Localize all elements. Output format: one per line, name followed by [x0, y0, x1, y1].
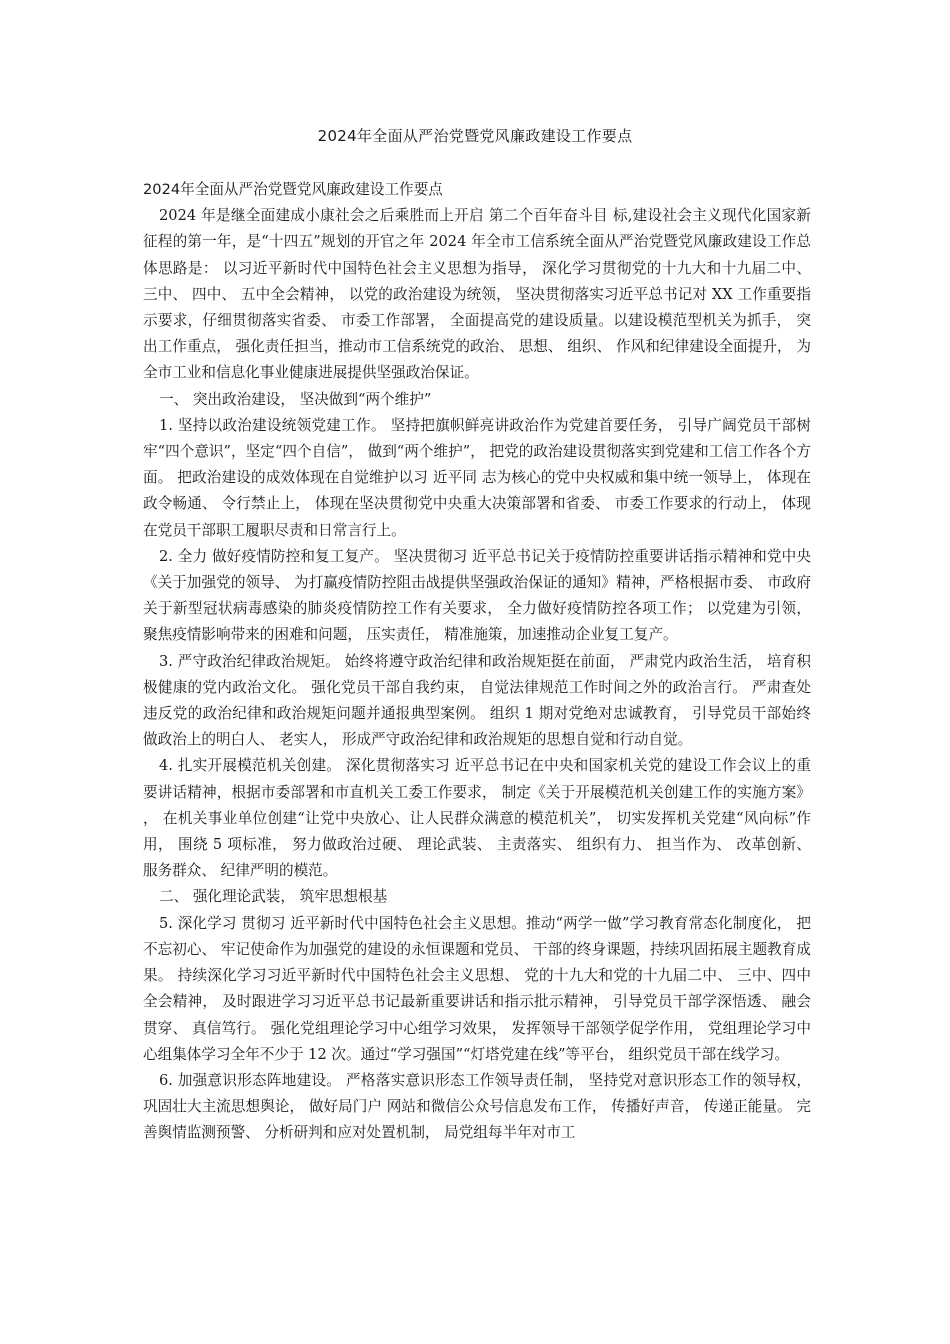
- document-body: [143, 177, 811, 1147]
- section-heading-1: 一、 突出政治建设， 坚决做到“两个维护”: [159, 390, 432, 408]
- paragraph-item-5: 5. 深化学习 贯彻习 近平新时代中国特色社会主义思想。推动“两学一做”学习教育常态化制度化， 把不忘初心、 牢记使命作为加强党的建设的永恒课题和党员、 干部的终身课题，持续巩固拓展主题教育成果。 持续深化学习习近平新时代中国特色社会主义思想、 党的十九大和党的十九届二中、 三中、四中全会精神， 及时跟进学习习近平总书记最新重要讲话和指示批示精神， 引导党员干部学深悟透、 融会贯穿、 真信笃行。 强化党组理论学习中心组学习效果， 发挥领导干部领学促学作用， 党组理论学习中心组集体学习全年不少于 12 次。通过“学习强国”“灯塔党建在线”等平台， 组织党员干部在线学习。: [143, 914, 811, 1063]
- paragraph-item-1: 1. 坚持以政治建设统领党建工作。 坚持把旗帜鲜亮讲政治作为党建首要任务， 引导广阔党员干部树牢“四个意识”，坚定“四个自信”， 做到“两个维护”， 把党的政治建设贯彻落实到党建和工信工作各个方面。 把政治建设的成效体现在自觉维护以习 近平同 志为核心的党中央权威和集中统一领导上， 体现在政令畅通、 令行禁止上， 体现在坚决贯彻党中央重大决策部署和省委、 市委工作要求的行动上， 体现在党员干部职工履职尽责和日常言行上。: [143, 416, 811, 539]
- document-title: 2024年全面从严治党暨党风廉政建设工作要点: [317, 127, 633, 145]
- document-subtitle: 2024年全面从严治党暨党风廉政建设工作要点: [143, 181, 443, 198]
- paragraph-intro: 2024 年是继全面建成小康社会之后乘胜而上开启 第二个百年奋斗目 标,建设社会主义现代化国家新征程的第一年，是“十四五”规划的开官之年 2024 年全市工信系统全面从严治党暨党风廉政建设工作总体思路是： 以习近平新时代中国特色社会主义思想为指导， 深化学习贯彻党的十九大和十九届二中、 三中、 四中、 五中全会精神， 以党的政治建设为统领， 坚决贯彻落实习近平总书记对 XX 工作重要指示要求，仔细贯彻落实省委、 市委工作部署， 全面提高党的建设质量。以建设模范型机关为抓手， 突出工作重点， 强化责任担当，推动市工信系统党的政治、 思想、 组织、 作风和纪律建设全面提升， 为全市工业和信息化事业健康进展提供坚强政治保证。: [143, 207, 811, 382]
- paragraph-item-6: 6. 加强意识形态阵地建设。 严格落实意识形态工作领导责任制， 坚持党对意识形态工作的领导权， 巩固壮大主流思想舆论， 做好局门户 网站和微信公众号信息发布工作， 传播好声音， 传递正能量。 完善舆情监测预警、 分析研判和应对处置机制， 局党组每半年对市工: [143, 1071, 811, 1142]
- paragraph-item-2: 2. 全力 做好疫情防控和复工复产。 坚决贯彻习 近平总书记关于疫情防控重要讲话指示精神和党中央《关于加强党的领导、 为打赢疫情防控阻击战提供坚强政治保证的通知》精神，严格根据市委、 市政府关于新型冠状病毒感染的肺炎疫情防控工作有关要求， 全力做好疫情防控各项工作； 以党建为引领， 聚焦疫情影响带来的困难和问题， 压实责任， 精准施策，加速推动企业复工复产。: [143, 547, 811, 644]
- paragraph-item-3: 3. 严守政治纪律政治规矩。 始终将遵守政治纪律和政治规矩挺在前面， 严肃党内政治生活， 培育积极健康的党内政治文化。 强化党员干部自我约束， 自觉法律规范工作时间之外的政治言行。 严肃查处违反党的政治纪律和政治规矩问题并通报典型案例。 组织 1 期对党绝对忠诚教育， 引导党员干部始终做政治上的明白人、 老实人， 形成严守政治纪律和政治规矩的思想自觉和行动自觉。: [143, 652, 811, 749]
- paragraph-item-4: 4. 扎实开展模范机关创建。 深化贯彻落实习 近平总书记在中央和国家机关党的建设工作会议上的重要讲话精神，根据市委部署和市直机关工委工作要求， 制定《关于开展模范机关创建工作的实施方案》 ， 在机关事业单位创建“让党中央放心、让人民群众满意的模范机关”， 切实发挥机关党建“风向标”作用， 围绕 5 项标准， 努力做政治过硬、 理论武装、 主责落实、 组织有力、 担当作为、 改革创新、 服务群众、 纪律严明的模范。: [143, 757, 811, 880]
- section-heading-2: 二、 强化理论武装， 筑牢思想根基: [159, 888, 388, 906]
